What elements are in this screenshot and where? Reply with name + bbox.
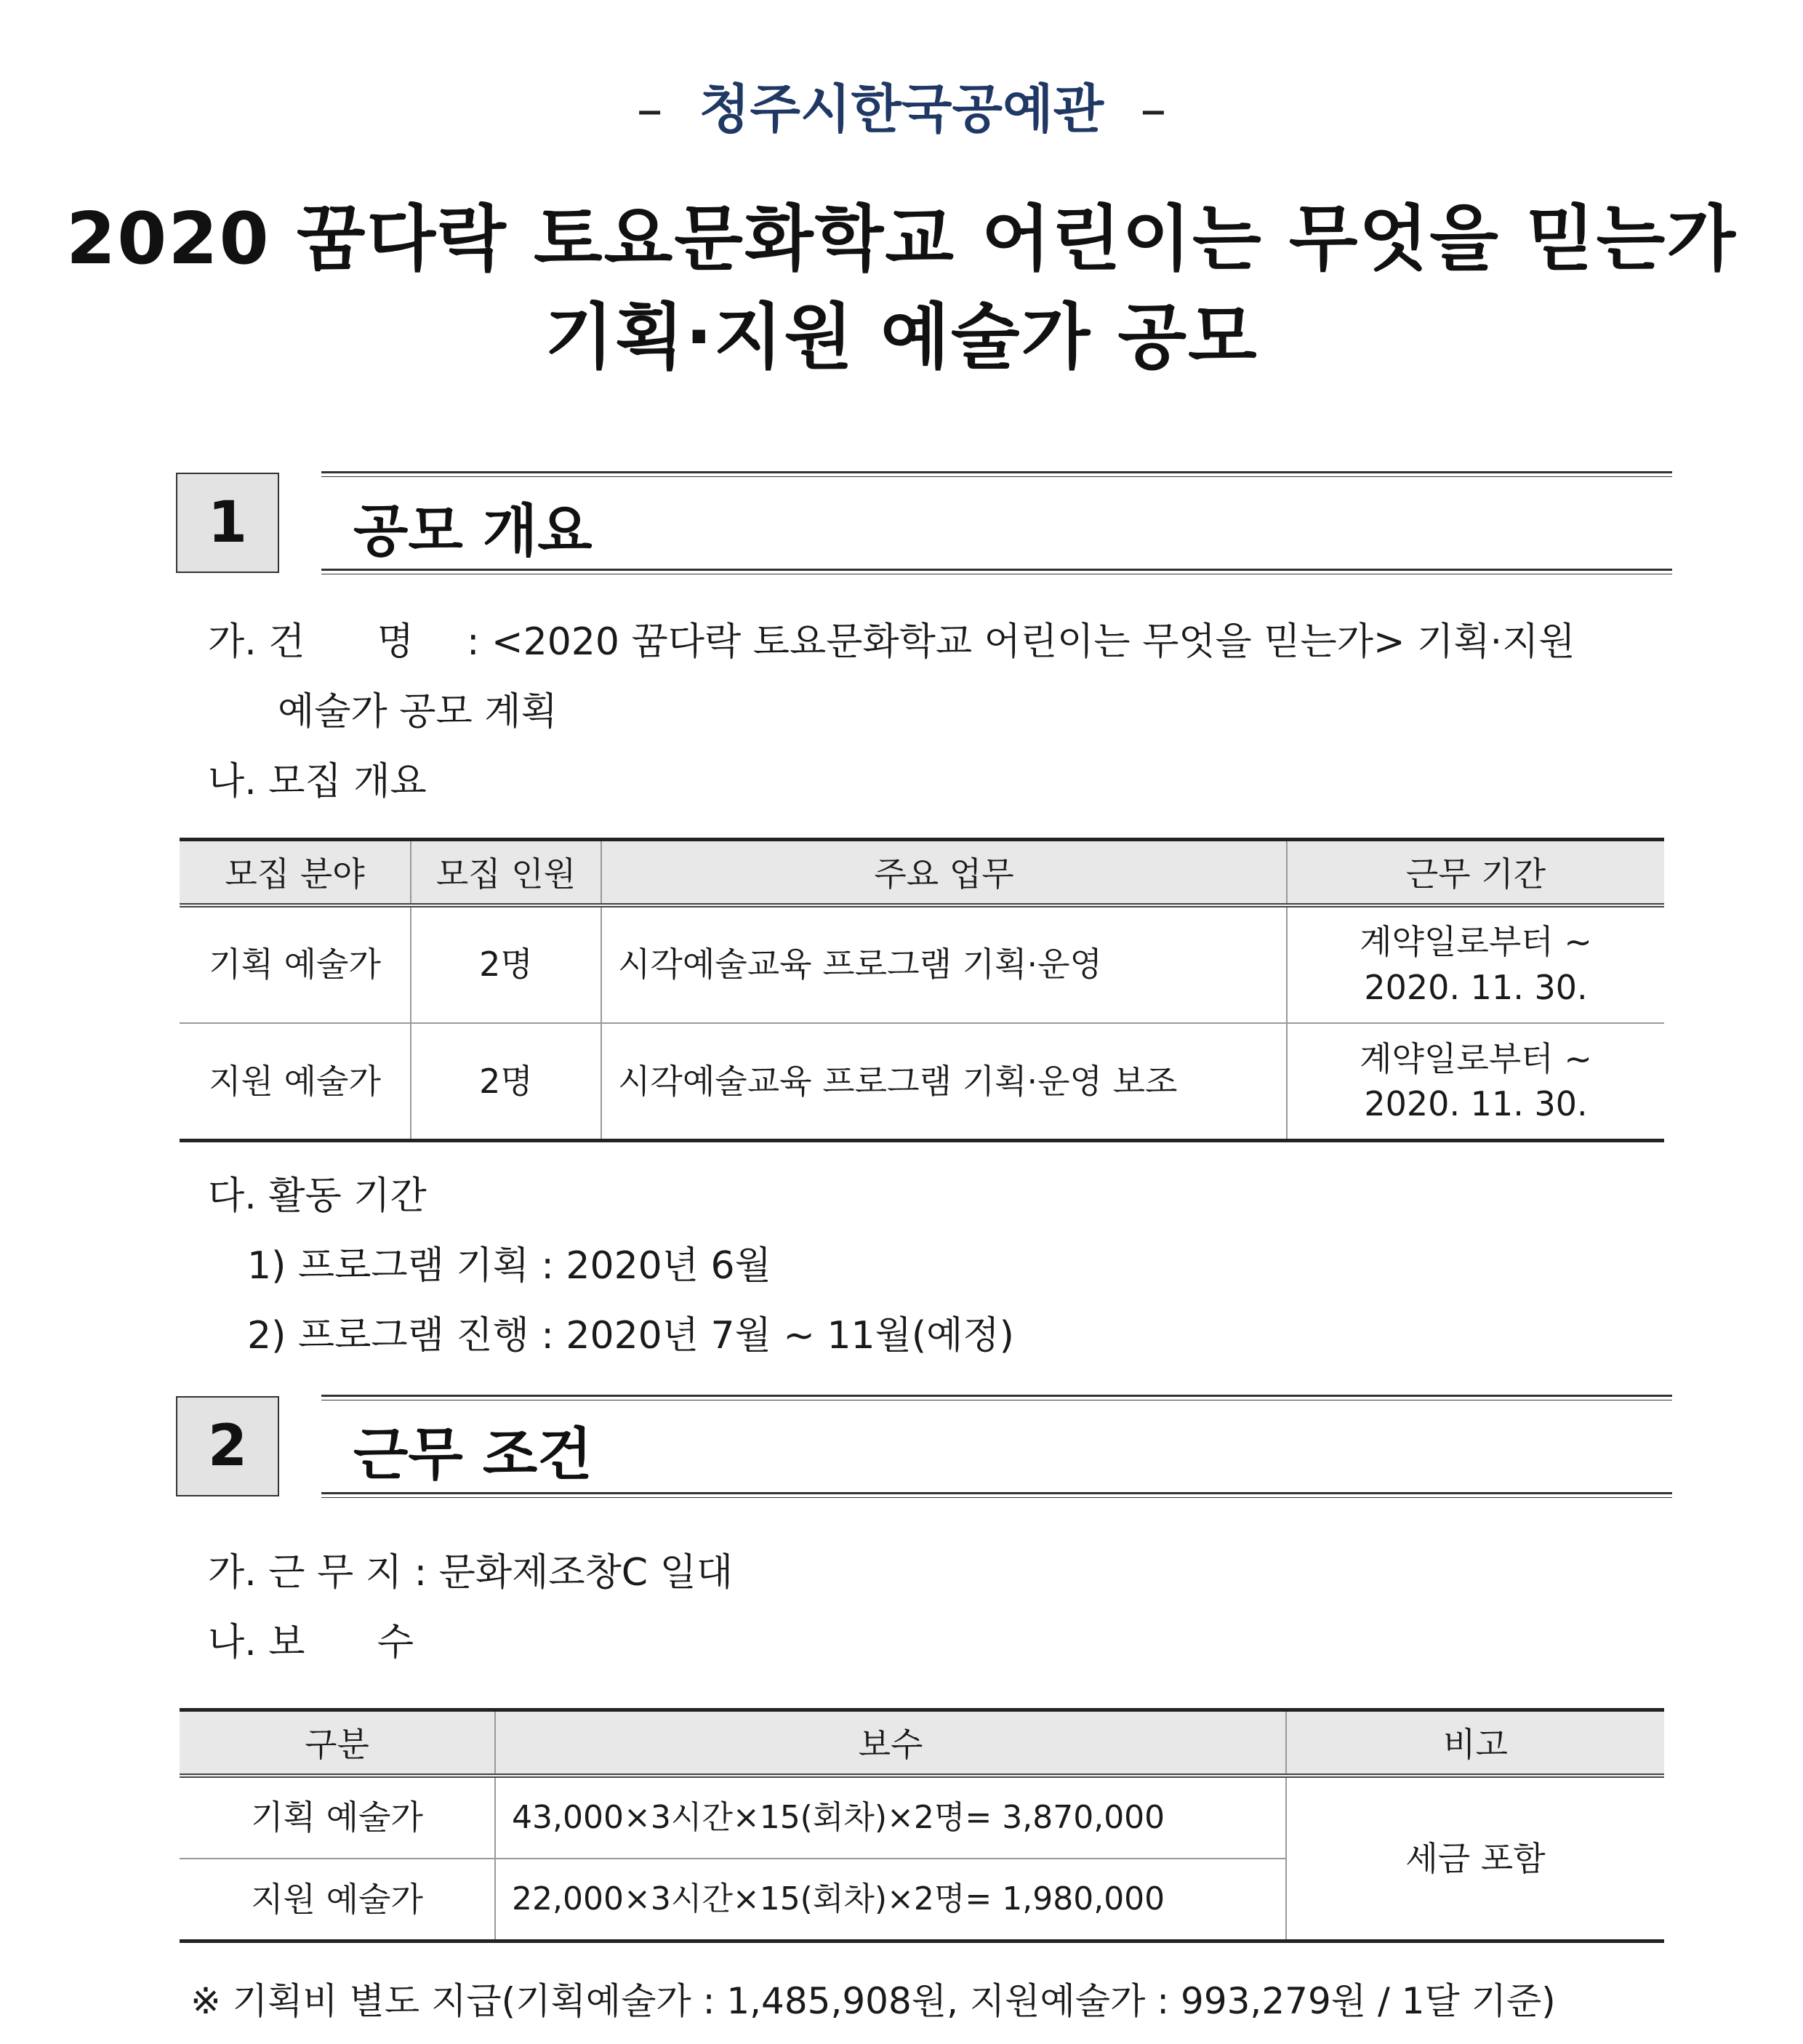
category-cell: 지원 예술가 [180,1859,495,1941]
recruitment-table [180,838,1664,1142]
column-header: 근무 기간 [1287,840,1664,905]
table-header-row [180,840,1664,905]
count-cell: 2명 [411,905,601,1023]
duty-cell: 시각예술교육 프로그램 기획·운영 보조 [601,1023,1287,1141]
period-cell [1287,905,1664,1023]
dash-left: – [636,79,663,140]
table-row [180,905,1664,1023]
table-header-row [180,1710,1664,1776]
pay-cell: 22,000×3시간×15(회차)×2명= 1,980,000 [495,1859,1286,1941]
period-cell [1287,1023,1664,1141]
section2-title: 근무 조건 [353,1422,593,1488]
activity-sub2: 2) 프로그램 진행 : 2020년 7월 ~ 11월(예정) [247,1314,1014,1358]
document-title-line2: 기획·지원 예술가 공모 [545,296,1258,379]
section1-number-box: 1 [176,473,279,573]
column-header: 구분 [180,1710,495,1776]
duty-cell: 시각예술교육 프로그램 기획·운영 [601,905,1287,1023]
item-da-heading: 다. 활동 기간 [208,1174,427,1218]
dash-right: – [1140,79,1167,140]
section1-top-rule [321,471,1672,477]
table-row [180,1776,1664,1859]
section2-bottom-rule [321,1492,1672,1498]
field-cell: 지원 예술가 [180,1023,411,1141]
section2-number-box: 2 [176,1396,279,1496]
category-cell: 기획 예술가 [251,1797,423,1837]
table-row [180,1023,1664,1141]
column-header: 모집 인원 [411,840,601,905]
pay-cell: 43,000×3시간×15(회차)×2명= 3,870,000 [495,1776,1286,1859]
pay-table [180,1708,1664,1943]
period-line1: 계약일로부터 ~ [1360,1038,1592,1078]
column-header: 비고 [1286,1710,1664,1776]
section1-bottom-rule [321,569,1672,574]
organization-heading [0,67,1803,143]
period-line2: 2020. 11. 30. [1364,1083,1588,1123]
period-line2: 2020. 11. 30. [1364,967,1588,1007]
document-title-line1: 2020 꿈다락 토요문화학교 어린이는 무엇을 믿는가 [65,198,1738,281]
field-cell: 기획 예술가 [209,945,381,985]
item-ga-label: 가. 건 명 [208,620,414,664]
activity-sub1: 1) 프로그램 기획 : 2020년 6월 [247,1244,771,1288]
section2-top-rule [321,1395,1672,1400]
workplace-item: 가. 근 무 지 : 문화제조창C 일대 [208,1551,734,1595]
count-cell: 2명 [411,1023,601,1141]
column-header: 주요 업무 [601,840,1287,905]
item-ga-value-line2: 예술가 공모 계획 [278,690,558,734]
planning-fee-footnote: ※ 기획비 별도 지급(기획예술가 : 1,485,908원, 지원예술가 : 993,279원 / 1달 기준) [190,1980,1556,2022]
organization-name: 청주시한국공예관 [699,79,1104,140]
period-line1: 계약일로부터 ~ [1360,922,1592,962]
pay-heading: 나. 보 수 [208,1621,414,1664]
item-na-heading: 나. 모집 개요 [208,760,427,803]
item-ga-value-line1: : <2020 꿈다락 토요문화학교 어린이는 무엇을 믿는가> 기획·지원 [467,620,1575,664]
section1-title: 공모 개요 [353,499,593,564]
column-header: 보수 [495,1710,1286,1776]
note-cell: 세금 포함 [1286,1776,1664,1941]
column-header: 모집 분야 [180,840,411,905]
